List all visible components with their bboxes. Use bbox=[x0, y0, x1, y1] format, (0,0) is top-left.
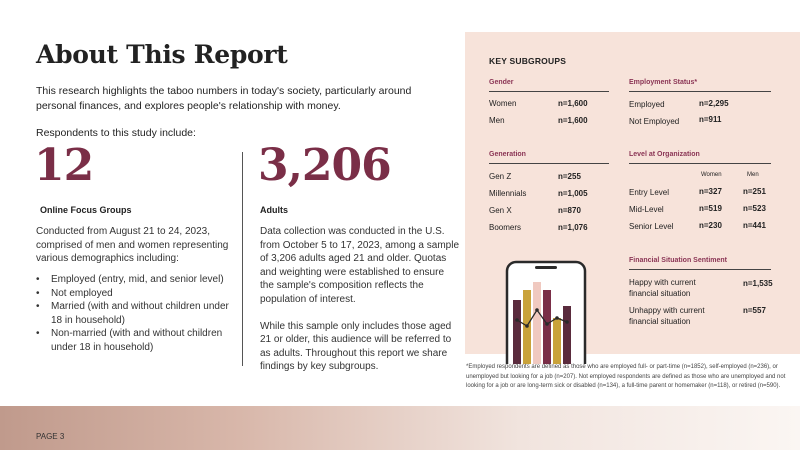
list-item: • Employed (entry, mid, and senior level) bbox=[36, 273, 241, 287]
generation-label: Gen X bbox=[489, 206, 512, 215]
focus-groups-heading: Online Focus Groups bbox=[40, 205, 132, 215]
gender-label: Women bbox=[489, 99, 517, 108]
page-title: About This Report bbox=[36, 40, 288, 69]
list-item: • Non-married (with and without children under 18 in household) bbox=[36, 327, 241, 354]
level-rule bbox=[629, 163, 771, 164]
employment-label: Not Employed bbox=[629, 117, 680, 126]
column-divider bbox=[242, 152, 243, 366]
generation-value: n=870 bbox=[558, 206, 581, 215]
respondents-intro: Respondents to this study include: bbox=[36, 127, 196, 139]
gender-rule bbox=[489, 91, 609, 92]
level-col-women: Women bbox=[701, 172, 722, 178]
generation-rule bbox=[489, 163, 609, 164]
page-number: PAGE 3 bbox=[36, 432, 65, 441]
footnote: *Employed respondents are defined as those who are employed full- or part-time (n=1852), self-employed (n=236), or unemployed but looking for a job (n=207). Not employed respondents are defined as those who are unemployed and not looking for a job or are long-term sick or disabled (n=134), a full-time parent or homemaker (n=118), or retired (n=590). bbox=[466, 364, 786, 389]
adults-paragraph-2: While this sample only includes those aged 21 or older, this audience will be referred to as adults. Throughout this report we share findings by key subgroups. bbox=[260, 320, 452, 372]
generation-label: Boomers bbox=[489, 223, 522, 232]
generation-heading: Generation bbox=[489, 151, 526, 158]
adults-paragraph-1: Data collection was conducted in the U.S. from October 5 to 17, 2023, among a sample of 3,206 adults aged 21 and older. Quotas and weighting were established to ensure the sample's composition reflects the population of interest. bbox=[260, 226, 459, 305]
level-women-value: n=230 bbox=[699, 221, 722, 230]
level-women-value: n=519 bbox=[699, 204, 722, 213]
level-men-value: n=441 bbox=[743, 221, 766, 230]
employment-label: Employed bbox=[629, 100, 665, 109]
list-item: • Not employed bbox=[36, 287, 241, 301]
focus-groups-text: Conducted from August 21 to 24, 2023, comprised of men and women representing various demographics including: bbox=[36, 226, 229, 264]
employment-value: n=2,295 bbox=[699, 99, 729, 108]
generation-value: n=1,005 bbox=[558, 189, 588, 198]
demographics-list bbox=[36, 273, 241, 354]
phone-chart-illustration bbox=[505, 260, 587, 364]
sentiment-rule bbox=[629, 269, 771, 270]
footer-band bbox=[0, 406, 800, 450]
sentiment-heading: Financial Situation Sentiment bbox=[629, 257, 728, 264]
sentiment-label: Unhappy with current bbox=[629, 306, 705, 315]
sentiment-label: financial situation bbox=[629, 317, 691, 326]
sentiment-label: Happy with current bbox=[629, 278, 696, 287]
level-men-value: n=251 bbox=[743, 187, 766, 196]
gender-heading: Gender bbox=[489, 79, 514, 86]
sentiment-value: n=1,535 bbox=[743, 279, 773, 288]
generation-value: n=255 bbox=[558, 172, 581, 181]
employment-heading: Employment Status* bbox=[629, 79, 698, 86]
intro-text: This research highlights the taboo numbers in today's society, particularly around personal finances, and explores people's relationship with money. bbox=[36, 85, 412, 112]
focus-groups-number: 12 bbox=[34, 140, 94, 191]
level-men-value: n=523 bbox=[743, 204, 766, 213]
adults-number: 3,206 bbox=[258, 140, 391, 191]
employment-rule bbox=[629, 91, 771, 92]
level-label: Entry Level bbox=[629, 188, 670, 197]
level-heading: Level at Organization bbox=[629, 151, 700, 158]
level-label: Senior Level bbox=[629, 222, 674, 231]
adults-heading: Adults bbox=[260, 205, 288, 215]
level-col-men: Men bbox=[747, 172, 759, 178]
key-subgroups-title: KEY SUBGROUPS bbox=[489, 56, 567, 66]
sentiment-value: n=557 bbox=[743, 306, 766, 315]
level-women-value: n=327 bbox=[699, 187, 722, 196]
employment-value: n=911 bbox=[699, 115, 722, 124]
list-item: • Married (with and without children under 18 in household) bbox=[36, 300, 241, 327]
adults-text bbox=[260, 225, 460, 374]
gender-value: n=1,600 bbox=[558, 99, 588, 108]
sentiment-label: financial situation bbox=[629, 289, 691, 298]
level-label: Mid-Level bbox=[629, 205, 664, 214]
gender-value: n=1,600 bbox=[558, 116, 588, 125]
generation-label: Gen Z bbox=[489, 172, 512, 181]
generation-label: Millennials bbox=[489, 189, 527, 198]
gender-label: Men bbox=[489, 116, 505, 125]
generation-value: n=1,076 bbox=[558, 223, 588, 232]
